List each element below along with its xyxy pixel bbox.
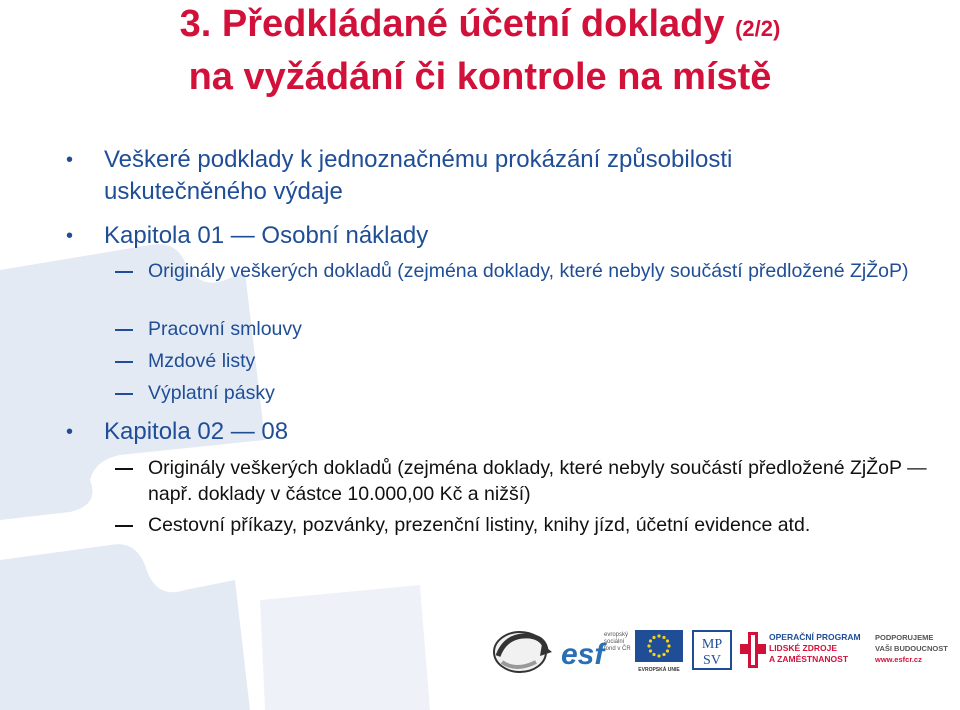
sub-bullet-text: Pracovní smlouvy: [148, 318, 302, 340]
title-page-indicator: (2/2): [735, 16, 781, 41]
slide-title: [0, 2, 960, 51]
bullet-dot-icon: •: [66, 149, 74, 171]
sub-bullet-item: [148, 512, 948, 538]
sub-bullet-text: Originály veškerých dokladů (zejména doklady, které nebyly součástí předložené ZjŽoP): [148, 260, 909, 282]
dash-icon: [115, 468, 133, 470]
dash-icon: [115, 525, 133, 527]
bullet-item-3: [66, 416, 924, 448]
esf-logo: [561, 630, 631, 670]
bullet-dot-icon: •: [66, 225, 74, 247]
dash-icon: [115, 329, 133, 331]
dash-icon: [115, 361, 133, 363]
swirl-arrow-logo: [486, 622, 556, 678]
esf-text-line: sociální: [604, 639, 625, 645]
bullet-item-2: [66, 220, 924, 252]
bullet-text: Kapitola 02 — 08: [104, 418, 289, 445]
bullet-item-1: [66, 144, 924, 208]
sub-bullet-item: [148, 258, 948, 284]
eu-flag-icon: [635, 630, 683, 662]
sub-bullet-text: Mzdové listy: [148, 350, 256, 372]
sub-bullet-item: [148, 455, 948, 507]
mpsv-logo: [692, 630, 732, 670]
bullet-dot-icon: •: [66, 421, 74, 443]
dash-icon: [115, 271, 133, 273]
op-text-line: OPERAČNÍ PROGRAM: [769, 632, 861, 642]
sub-bullet-item: [148, 348, 948, 374]
op-text-line: A ZAMĚSTNANOST: [769, 654, 849, 664]
bullet-text: Veškeré podklady k jednoznačnému prokázání způsobilosti uskutečněného výdaje: [104, 146, 733, 205]
bullet-text: Kapitola 01 — Osobní náklady: [104, 222, 429, 249]
op-lzz-logo: [740, 630, 865, 670]
eu-label: EVROPSKÁ UNIE: [638, 667, 680, 673]
sub-bullet-text: Výplatní pásky: [148, 382, 275, 404]
support-logo: [875, 632, 957, 672]
slide-title-line-2: na vyžádání či kontrole na místě: [188, 56, 772, 98]
cross-icon: [740, 632, 766, 668]
esf-text-line: fond v ČR: [604, 646, 631, 652]
svg-text:MP: MP: [701, 637, 723, 652]
svg-text:SV: SV: [703, 653, 721, 668]
title-line-1: 3. Předkládané účetní doklady: [179, 3, 725, 45]
sub-bullet-text: Cestovní příkazy, pozvánky, prezenční listiny, knihy jízd, účetní evidence atd.: [148, 514, 811, 536]
op-text-line: LIDSKÉ ZDROJE: [769, 643, 838, 653]
support-text-line: PODPORUJEME: [875, 633, 934, 642]
sub-bullet-item: [148, 380, 948, 406]
dash-icon: [115, 393, 133, 395]
support-text-line: VAŠI BUDOUCNOST: [875, 644, 948, 653]
esf-text-line: evropský: [604, 632, 629, 638]
svg-text:esf: esf: [561, 638, 605, 670]
eu-flag-logo: [635, 630, 683, 672]
sub-bullet-text: Originály veškerých dokladů (zejména doklady, které nebyly součástí předložené ZjŽoP — např. doklady v částce 10.000,00 Kč a nižší): [148, 457, 927, 505]
support-url: www.esfcr.cz: [875, 655, 922, 664]
sub-bullet-item: [148, 316, 948, 342]
